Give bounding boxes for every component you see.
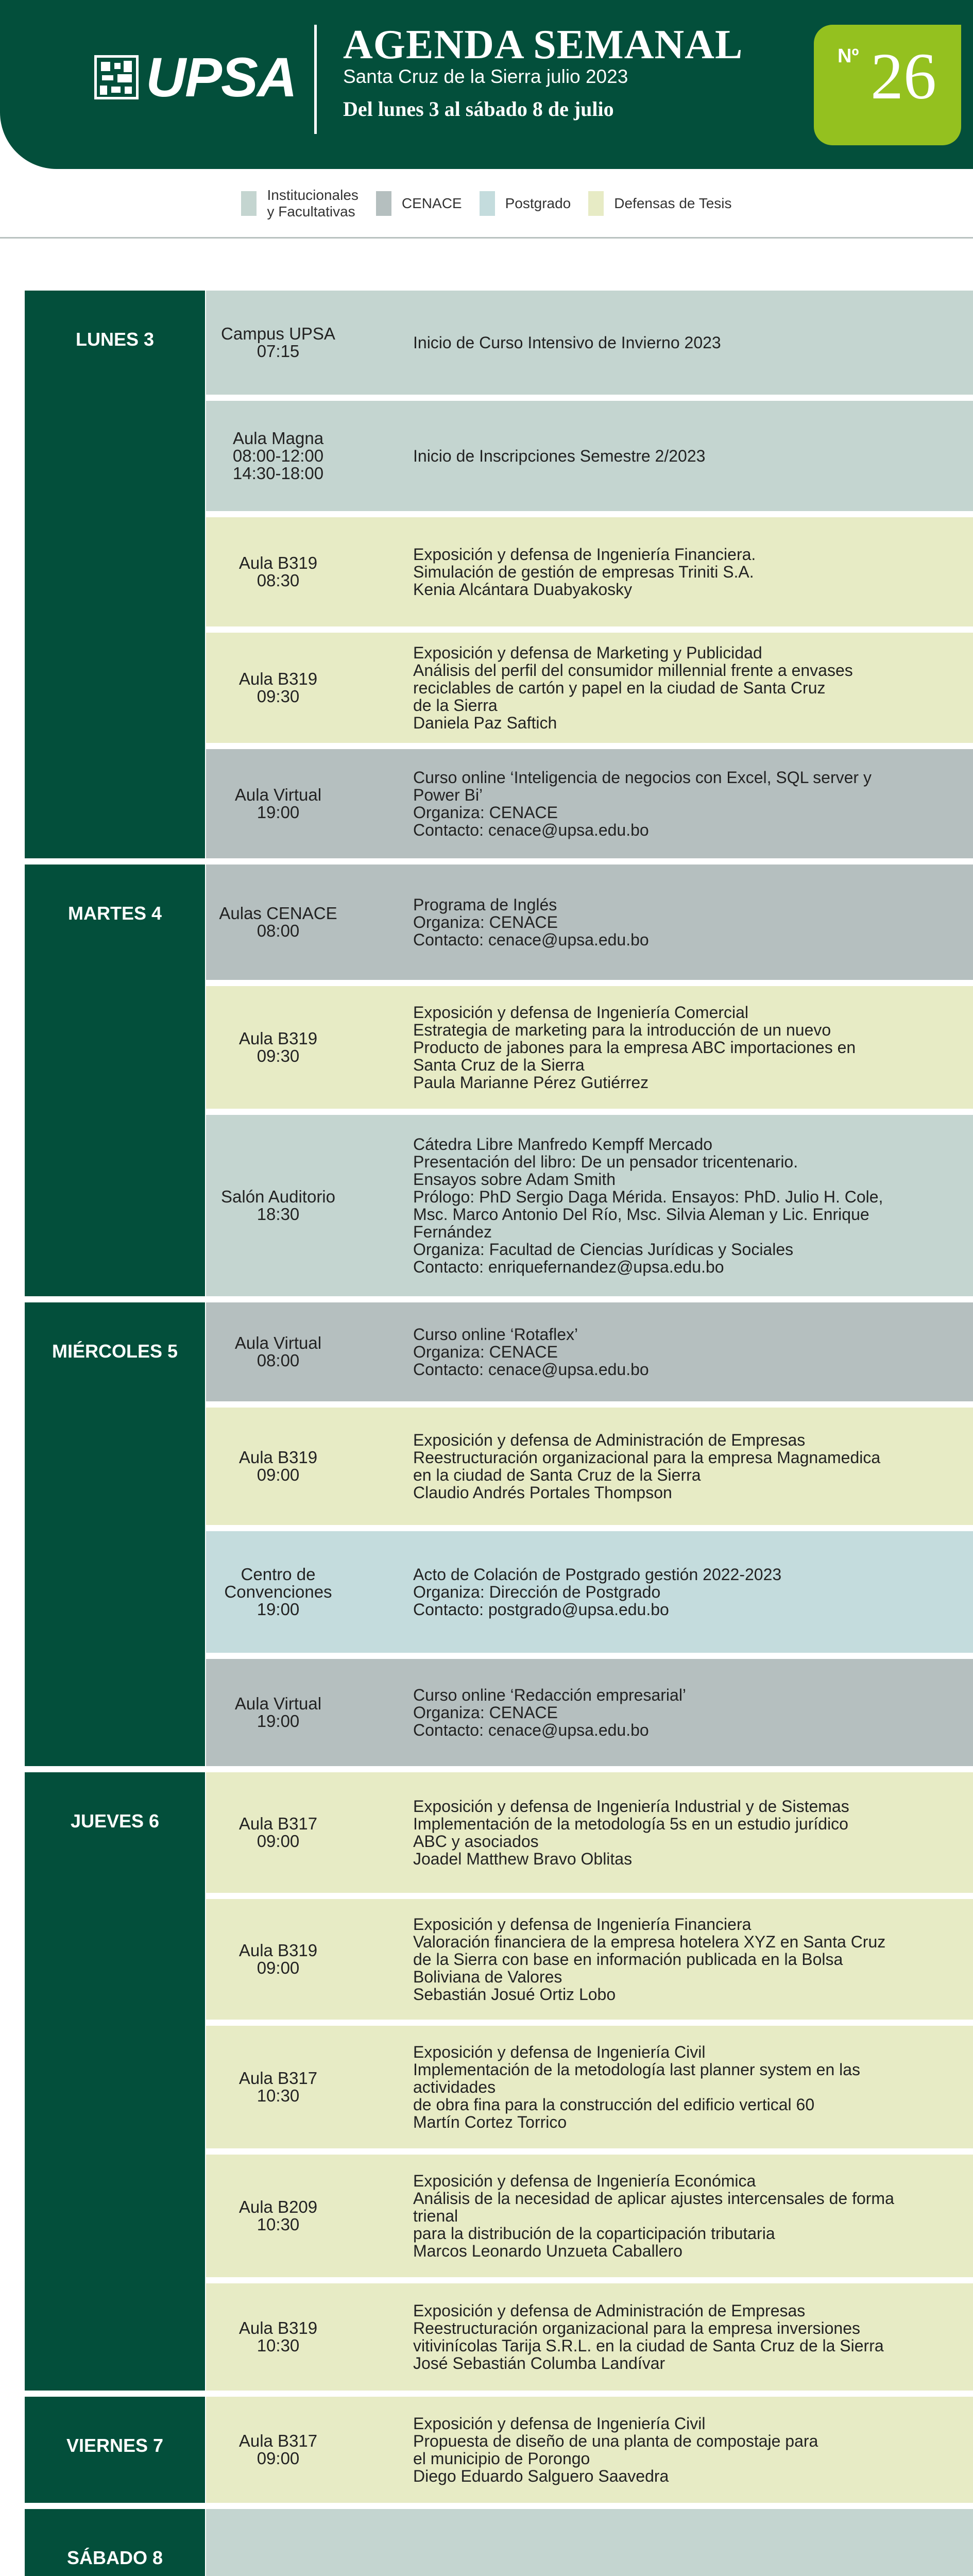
- event-row: [206, 2397, 973, 2503]
- day-events: [206, 291, 973, 858]
- event-location-time: Salón Auditorio 18:30: [221, 1187, 335, 1224]
- event-location-time: Aula B319 09:00: [238, 1448, 318, 1484]
- event-description: Programa de Inglés Organiza: CENACE Contacto: cenace@upsa.edu.bo: [413, 895, 649, 949]
- day-label: LUNES 3: [25, 291, 205, 858]
- event-row: [206, 517, 973, 633]
- day-gap: [25, 1766, 973, 1772]
- event-row: [206, 2026, 973, 2155]
- event-description: Exposición y defensa de Ingeniería Financiera Valoración financiera de la empresa hotelera XYZ en Santa Cruz de la Sierra con base en información publicada en la Bolsa Boliviana de Valores Sebastián Josué Ortiz Lobo: [413, 1915, 886, 2004]
- event-description: Exposición y defensa de Ingeniería Comercial Estrategia de marketing para la introducción de un nuevo Producto de jabones para la empresa ABC importaciones en Santa Cruz de la Sierra Paula Marianne Pérez Gutiérrez: [413, 1003, 856, 1092]
- event-description: Curso online ‘Redacción empresarial’ Organiza: CENACE Contacto: cenace@upsa.edu.bo: [413, 1686, 687, 1739]
- day-events: [206, 1302, 973, 1766]
- upsa-logo: [94, 46, 297, 108]
- event-description: Inicio de Inscripciones Semestre 2/2023: [413, 447, 706, 465]
- event-row: [206, 749, 973, 858]
- event-description: Curso online ‘Rotaflex’ Organiza: CENACE Contacto: cenace@upsa.edu.bo: [413, 1325, 649, 1379]
- event-row: [206, 1408, 973, 1531]
- event-location-time: Aulas CENACE 08:00: [219, 904, 337, 940]
- event-location-time: Aula Magna 08:00-12:00 14:30-18:00: [232, 429, 324, 483]
- issue-number-label: Nº: [838, 45, 859, 67]
- event-row: [206, 1899, 973, 2026]
- event-row: [206, 1659, 973, 1766]
- page-subtitle: Santa Cruz de la Sierra julio 2023: [343, 66, 628, 87]
- event-row: [206, 865, 973, 986]
- day-block: [25, 2509, 973, 2576]
- legend-label: Institucionales y Facultativas: [267, 187, 359, 219]
- day-label: MIÉRCOLES 5: [25, 1302, 205, 1766]
- day-events: [206, 1772, 973, 2391]
- event-location-time: Aula B319 08:30: [238, 553, 318, 590]
- event-row: [206, 986, 973, 1115]
- event-location-time: Aula B317 09:00: [238, 2431, 318, 2468]
- legend-item: [241, 187, 358, 220]
- day-gap: [25, 2503, 973, 2509]
- event-description: Curso online ‘Inteligencia de negocios con Excel, SQL server y Power Bi’ Organiza: CENACE Contacto: cenace@upsa.edu.bo: [413, 768, 872, 839]
- event-description: Cátedra Libre Manfredo Kempff Mercado Presentación del libro: De un pensador tricentenario. Ensayos sobre Adam Smith Prólogo: PhD Sergio Daga Mérida. Ensayos: PhD. Julio H. Cole, Msc. Marco Antonio Del Río, Msc. Silvia Aleman y Lic. Enrique Fernández Organiza: Facultad de Ciencias Jurídicas y Sociales Contacto: enriquefernandez@upsa.edu.bo: [413, 1135, 883, 1276]
- event-location-time: Centro de Convenciones 19:00: [224, 1565, 332, 1619]
- date-range: Del lunes 3 al sábado 8 de julio: [343, 97, 614, 121]
- event-location-time: Aula B317 10:30: [238, 2069, 318, 2105]
- header-divider: [314, 25, 317, 134]
- day-label: JUEVES 6: [25, 1772, 205, 2391]
- day-gap: [25, 1296, 973, 1302]
- day-gap: [25, 2391, 973, 2397]
- event-row: [206, 2155, 973, 2283]
- event-location-time: Aula B319 09:00: [238, 1941, 318, 1977]
- legend-swatch: [588, 191, 604, 216]
- day-label: VIERNES 7: [25, 2397, 205, 2503]
- day-gap: [25, 858, 973, 865]
- legend-label: CENACE: [401, 195, 462, 211]
- logo-text: UPSA: [146, 46, 297, 108]
- event-description: Exposición y defensa de Administración de Empresas Reestructuración organizacional para la empresa Magnamedica en la ciudad de Santa Cruz de la Sierra Claudio Andrés Portales Thompson: [413, 1431, 881, 1502]
- event-description: Exposición y defensa de Ingeniería Económica Análisis de la necesidad de aplicar ajustes intercensales de forma trienal para la distribución de la coparticipación tributaria Marcos Leonardo Unzueta Caballero: [413, 2172, 894, 2260]
- event-location-time: Aula B317 09:00: [238, 1814, 318, 1851]
- event-row: [206, 2509, 973, 2576]
- event-description: Exposición y defensa de Administración de Empresas Reestructuración organizacional para la empresa inversiones vitivinícolas Tarija S.R.L. en la ciudad de Santa Cruz de la Sierra José Sebastián Columba Landívar: [413, 2301, 884, 2372]
- day-events: [206, 2509, 973, 2576]
- event-row: [206, 1772, 973, 1899]
- event-description: Inicio de Curso Intensivo de Invierno 2023: [413, 333, 721, 352]
- event-location-time: Aula Virtual 19:00: [234, 785, 322, 822]
- legend-label: Postgrado: [505, 195, 571, 211]
- event-location-time: Aula B319 10:30: [238, 2318, 318, 2355]
- event-location-time: Aula B319 09:30: [238, 1029, 318, 1065]
- day-events: [206, 2397, 973, 2503]
- legend-swatch: [376, 191, 391, 216]
- event-row: [206, 1531, 973, 1659]
- day-block: [25, 291, 973, 858]
- legend-label: Defensas de Tesis: [614, 195, 732, 211]
- event-location-time: Aula Virtual 08:00: [234, 1333, 322, 1370]
- event-row: [206, 401, 973, 517]
- event-location-time: Aula B319 09:30: [238, 669, 318, 706]
- legend-item: [376, 191, 462, 216]
- page-title: AGENDA SEMANAL: [343, 22, 743, 67]
- day-block: [25, 2397, 973, 2503]
- event-description: Exposición y defensa de Marketing y Publicidad Análisis del perfil del consumidor millennial frente a envases reciclables de cartón y papel en la ciudad de Santa Cruz de la Sierra Daniela Paz Saftich: [413, 643, 853, 732]
- agenda-table: [25, 291, 973, 2576]
- divider: [0, 237, 973, 239]
- event-location-time: Campus UPSA 07:15: [221, 324, 335, 361]
- day-label: SÁBADO 8: [25, 2509, 205, 2576]
- day-label: MARTES 4: [25, 865, 205, 1296]
- event-description: Acto de Colación de Postgrado gestión 2022-2023 Organiza: Dirección de Postgrado Contacto: postgrado@upsa.edu.bo: [413, 1565, 782, 1619]
- day-events: [206, 865, 973, 1296]
- legend-swatch: [241, 191, 257, 216]
- legend-item: [480, 191, 571, 216]
- event-description: Exposición y defensa de Ingeniería Civil Propuesta de diseño de una planta de compostaje para el municipio de Porongo Diego Eduardo Salguero Saavedra: [413, 2414, 818, 2485]
- legend-item: [588, 191, 731, 216]
- legend: [0, 181, 973, 226]
- day-block: [25, 1772, 973, 2391]
- header-banner: [0, 0, 973, 169]
- day-block: [25, 1302, 973, 1766]
- event-row: [206, 291, 973, 401]
- event-location-time: Aula B209 10:30: [238, 2197, 318, 2234]
- event-description: Exposición y defensa de Ingeniería Financiera. Simulación de gestión de empresas Triniti S.A. Kenia Alcántara Duabyakosky: [413, 545, 756, 599]
- issue-number: 26: [870, 40, 936, 113]
- event-row: [206, 1115, 973, 1296]
- event-row: [206, 2283, 973, 2391]
- event-description: Exposición y defensa de Ingeniería Industrial y de Sistemas Implementación de la metodología 5s en un estudio jurídico ABC y asociados Joadel Matthew Bravo Oblitas: [413, 1797, 849, 1868]
- issue-number-badge: [814, 25, 961, 145]
- event-row: [206, 1302, 973, 1408]
- event-row: [206, 633, 973, 749]
- day-block: [25, 865, 973, 1296]
- event-location-time: Aula Virtual 19:00: [234, 1694, 322, 1731]
- event-description: Exposición y defensa de Ingeniería Civil Implementación de la metodología last planner system en las actividades de obra fina para la construcción del edificio vertical 60 Martín Cortez Torrico: [413, 2043, 861, 2131]
- legend-swatch: [480, 191, 495, 216]
- upsa-emblem-icon: [94, 55, 139, 99]
